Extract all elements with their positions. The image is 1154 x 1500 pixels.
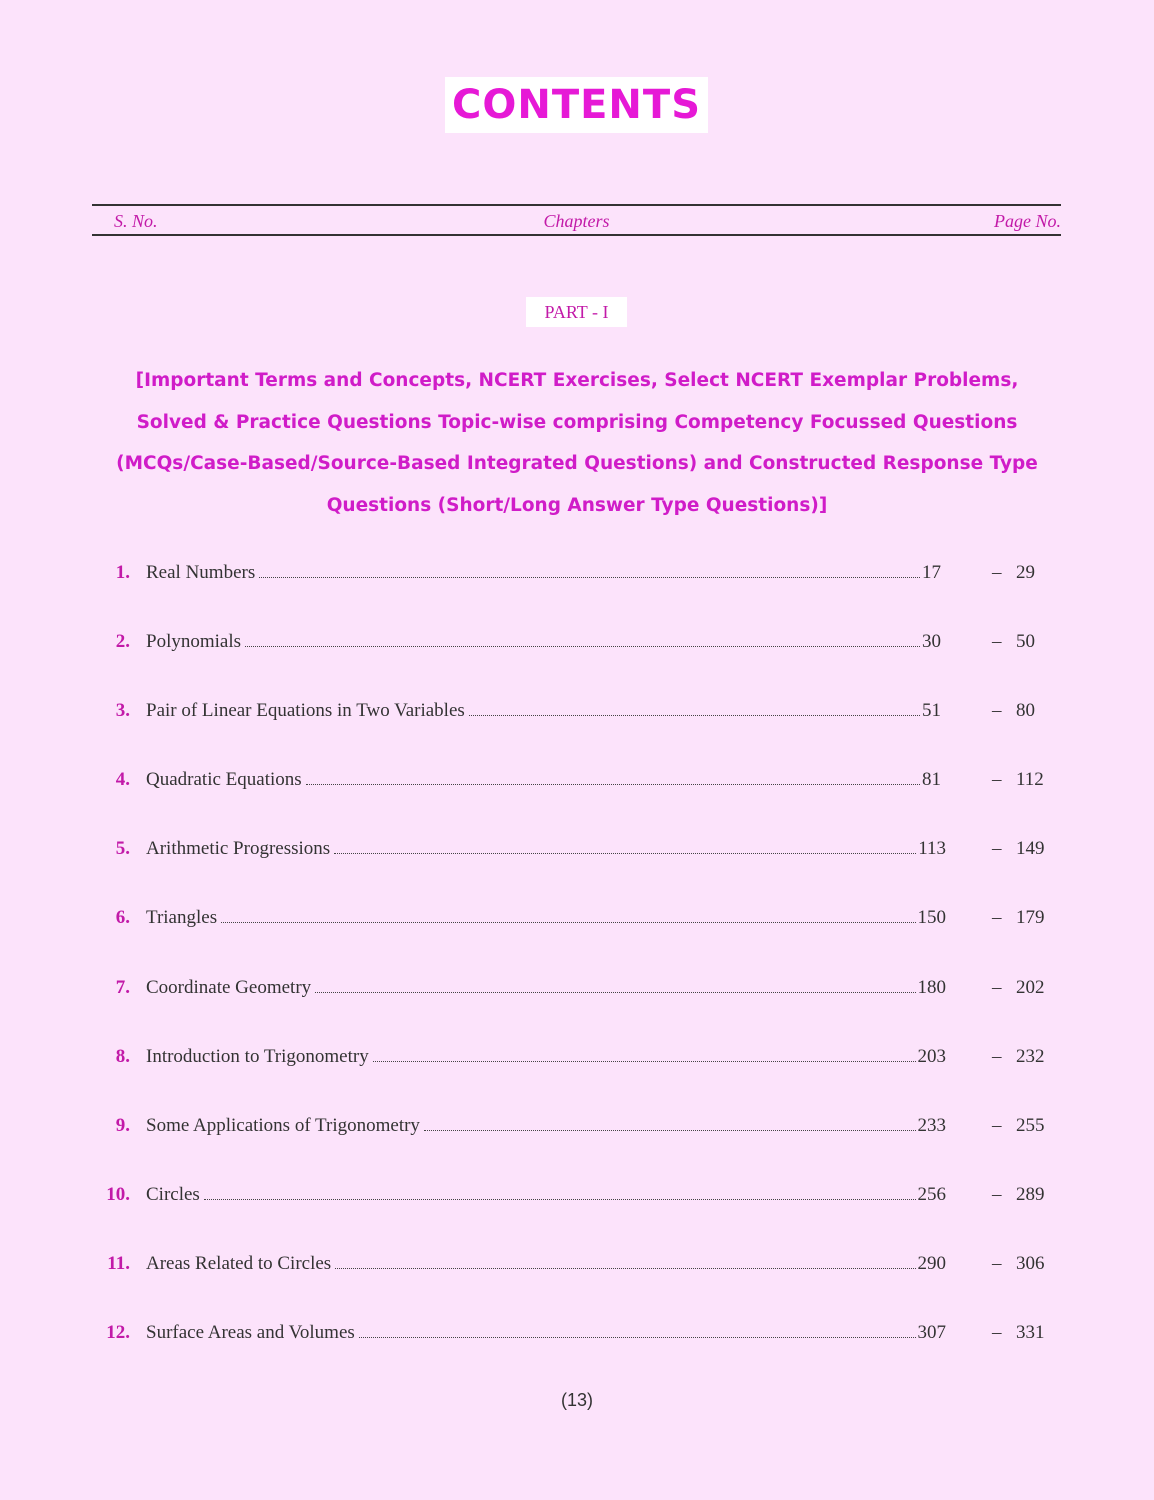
- toc-entry[interactable]: [0, 631, 1154, 700]
- chapter-number: 9.: [115, 1114, 130, 1136]
- chapter-number: 8.: [115, 1045, 130, 1067]
- chapter-title: Coordinate Geometry: [146, 976, 312, 998]
- page-start: 180: [917, 976, 946, 998]
- page-start: 307: [917, 1322, 946, 1344]
- chapter-line: [146, 907, 946, 929]
- toc-entry[interactable]: [0, 1322, 1154, 1391]
- dot-leader: [259, 576, 920, 578]
- page-end: 202: [1016, 976, 1045, 998]
- page-range-dash: –: [992, 838, 1002, 860]
- page-title: CONTENTS: [451, 82, 701, 128]
- page-range-dash: –: [992, 631, 1002, 653]
- toc-entry[interactable]: [0, 1184, 1154, 1253]
- dot-leader: [469, 714, 920, 716]
- page-start: 30: [922, 631, 941, 653]
- chapter-title: Circles: [146, 1183, 200, 1205]
- toc-entry[interactable]: [0, 700, 1154, 769]
- page-range-dash: –: [992, 907, 1002, 929]
- dot-leader: [315, 991, 915, 993]
- page-end: 306: [1016, 1252, 1045, 1274]
- page-end: 112: [1016, 769, 1044, 791]
- page-range-dash: –: [992, 1183, 1002, 1205]
- chapter-title: Triangles: [146, 907, 218, 929]
- chapter-title: Real Numbers: [146, 562, 256, 583]
- page-start: 113: [918, 838, 946, 860]
- page-range-dash: –: [992, 700, 1002, 722]
- chapter-line: [146, 562, 946, 584]
- chapter-number: 7.: [115, 976, 130, 998]
- chapter-line: [146, 631, 946, 653]
- header-sno: S. No.: [114, 211, 158, 231]
- dot-leader: [335, 1267, 915, 1269]
- dot-leader: [204, 1198, 916, 1200]
- page-end: 331: [1016, 1322, 1045, 1344]
- header-page: Page No.: [994, 211, 1061, 231]
- chapter-number: 4.: [115, 769, 130, 791]
- chapter-number: 5.: [115, 838, 130, 860]
- toc-entry[interactable]: [0, 1046, 1154, 1115]
- chapter-title: Introduction to Trigonometry: [146, 1045, 369, 1067]
- chapter-number: 12.: [106, 1322, 130, 1344]
- chapter-title: Arithmetic Progressions: [146, 838, 331, 860]
- dot-leader: [221, 921, 915, 923]
- description-line: (MCQs/Case-Based/Source-Based Integrated Questions) and Constructed Response Type: [116, 453, 1038, 474]
- chapter-number: 1.: [115, 562, 130, 583]
- chapter-line: [146, 1253, 946, 1275]
- page-start: 256: [917, 1183, 946, 1205]
- page-start: 17: [922, 562, 941, 583]
- table-header: [92, 204, 1061, 236]
- page-range-dash: –: [992, 562, 1002, 583]
- page-start: 290: [917, 1252, 946, 1274]
- page-range-dash: –: [992, 976, 1002, 998]
- toc-entry[interactable]: [0, 838, 1154, 907]
- dot-leader: [424, 1129, 916, 1131]
- description-line: [Important Terms and Concepts, NCERT Exercises, Select NCERT Exemplar Problems,: [135, 370, 1019, 391]
- chapter-line: [146, 977, 946, 999]
- chapter-line: [146, 1184, 946, 1206]
- page-end: 29: [1016, 562, 1035, 583]
- chapter-title: Surface Areas and Volumes: [146, 1322, 355, 1344]
- page-end: 80: [1016, 700, 1035, 722]
- page-end: 50: [1016, 631, 1035, 653]
- chapter-line: [146, 700, 946, 722]
- part-description: [80, 360, 1074, 526]
- dot-leader: [245, 645, 920, 647]
- chapter-number: 2.: [115, 631, 130, 653]
- chapter-number: 3.: [115, 700, 130, 722]
- page-start: 51: [922, 700, 941, 722]
- chapter-line: [146, 769, 946, 791]
- page-end: 232: [1016, 1045, 1045, 1067]
- page-range-dash: –: [992, 1322, 1002, 1344]
- toc-entry[interactable]: [0, 977, 1154, 1046]
- toc-entry[interactable]: [0, 769, 1154, 838]
- page-start: 203: [917, 1045, 946, 1067]
- toc-entry[interactable]: [0, 1253, 1154, 1322]
- chapter-number: 11.: [107, 1252, 130, 1274]
- page-start: 81: [922, 769, 941, 791]
- chapter-line: [146, 1115, 946, 1137]
- header-chapters: Chapters: [543, 211, 610, 231]
- chapter-title: Pair of Linear Equations in Two Variables: [146, 700, 465, 722]
- chapter-number: 6.: [115, 907, 130, 929]
- title-box: [445, 77, 708, 133]
- part-label: PART - I: [526, 297, 627, 327]
- page-range-dash: –: [992, 769, 1002, 791]
- chapter-line: [146, 1322, 946, 1344]
- page-end: 149: [1016, 838, 1045, 860]
- page-range-dash: –: [992, 1252, 1002, 1274]
- chapter-title: Polynomials: [146, 631, 242, 653]
- dot-leader: [359, 1336, 916, 1338]
- dot-leader: [306, 783, 920, 785]
- toc-entry[interactable]: [0, 907, 1154, 976]
- toc-list: [0, 562, 1154, 1391]
- page-range-dash: –: [992, 1045, 1002, 1067]
- page-start: 233: [917, 1114, 946, 1136]
- page-end: 179: [1016, 907, 1045, 929]
- chapter-number: 10.: [106, 1183, 130, 1205]
- chapter-title: Some Applications of Trigonometry: [146, 1114, 420, 1136]
- page-number: (13): [560, 1390, 593, 1410]
- page-start: 150: [917, 907, 946, 929]
- dot-leader: [373, 1060, 916, 1062]
- page-range-dash: –: [992, 1114, 1002, 1136]
- description-line: Solved & Practice Questions Topic-wise comprising Competency Focussed Questions: [136, 411, 1018, 433]
- chapter-title: Quadratic Equations: [146, 769, 302, 791]
- chapter-line: [146, 1046, 946, 1068]
- description-line: Questions (Short/Long Answer Type Questions)]: [326, 494, 828, 516]
- page-end: 255: [1016, 1114, 1045, 1136]
- toc-entry[interactable]: [0, 562, 1154, 631]
- page-end: 289: [1016, 1183, 1045, 1205]
- toc-entry[interactable]: [0, 1115, 1154, 1184]
- chapter-title: Areas Related to Circles: [146, 1252, 332, 1274]
- dot-leader: [334, 852, 916, 854]
- chapter-line: [146, 838, 946, 860]
